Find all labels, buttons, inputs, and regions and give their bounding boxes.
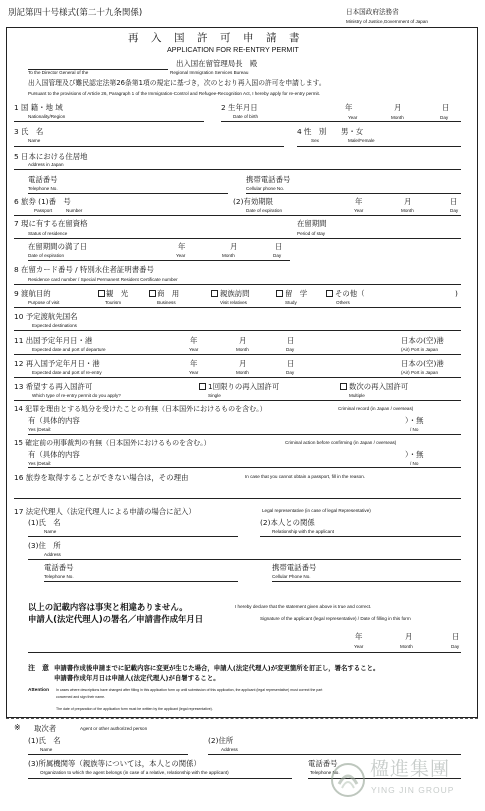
q7c-label-en: Date of expiration [28, 253, 65, 258]
q5-label-en: Address in Japan [28, 162, 64, 167]
q11-day: 日 [287, 336, 295, 345]
agent-tel-label: 電話番号 [308, 759, 338, 768]
declaration-en: I hereby declare that the statement given above is true and correct. [235, 604, 372, 609]
q17-address-label: (3)住 所 [28, 541, 61, 550]
q13-multiple-en: Multiple [349, 393, 365, 398]
q7c-month-en: Month [222, 253, 235, 258]
q2-month-en: Month [391, 115, 404, 120]
q9-label-en: Purpose of visit [28, 300, 60, 305]
form-number: 別記第四十号様式(第二十九条関係) [8, 8, 143, 18]
q15-no-label: ）・無 [405, 450, 424, 459]
q14-label-en: Criminal record (in Japan / overseas) [338, 406, 414, 411]
q1-label-en: Nationality/Region [28, 114, 66, 119]
q2-label: 2 生年月日 [221, 103, 258, 112]
signature-label-en: Signature of the applicant (legal representative) / Date of filling in this form [260, 616, 411, 621]
sign-day: 日 [452, 632, 460, 641]
q17-relation-label: (2)本人との関係 [260, 518, 315, 527]
q3-line[interactable] [14, 146, 284, 147]
q6-month: 月 [404, 197, 412, 206]
q13-label-en: Which type of re-entry permit do you apply? [32, 393, 121, 398]
q6-line[interactable] [14, 215, 461, 216]
q8-label: 8 在留カード番号 / 特別永住者証明書番号 [14, 265, 154, 274]
q17-name-en: Name [44, 529, 57, 534]
q14-label: 14 犯罪を理由とする処分を受けたことの有無（日本国外におけるものを含む。） [14, 405, 267, 413]
q15-label-en: Criminal action before confirming (in Japan / overseas) [285, 440, 397, 445]
q17-address-line[interactable] [28, 559, 461, 560]
q11-port-label: 日本の(空)港 [401, 336, 444, 345]
notice-jp-1: 申請書作成後申請までに記載内容に変更が生じた場合，申請人(法定代理人)が変更箇所を訂正し，署名すること。 [54, 664, 380, 672]
q6-number-en: Number [66, 208, 83, 213]
q7c-month: 月 [230, 242, 238, 251]
q11-day-en: Day [286, 347, 295, 352]
q9-tourism-label: 観 光 [106, 289, 129, 298]
q7-label-en: Status of residence [28, 231, 68, 236]
q16-label-en: In case that you cannot obtain a passport, fill in the reason. [245, 474, 366, 479]
notice-en-1b: concerned and sign their name. [56, 695, 106, 699]
q5-tel-line[interactable] [28, 193, 228, 194]
agent-org-line[interactable] [28, 778, 292, 779]
agent-mark: ※ [14, 723, 21, 732]
watermark-en: YING JIN GROUP [371, 785, 455, 795]
q11-line[interactable] [14, 354, 461, 355]
q17-label-en: Legal representative (in case of legal Representative) [262, 508, 371, 513]
q9-study-checkbox[interactable] [276, 290, 283, 297]
q5-tel-label-en: Telephone No. [28, 186, 58, 191]
q4-options-en: Male/Female [348, 138, 375, 143]
q9-line [14, 307, 461, 308]
q6-passport-en: Passport [34, 208, 53, 213]
q4-label: 4 性 別 男・女 [297, 127, 364, 136]
q6-label: 6 旅券 (1)番 号 [14, 197, 71, 206]
q5-tel-label: 電話番号 [28, 175, 58, 184]
q17-relation-line[interactable] [260, 536, 461, 537]
q17-cell-label: 携帯電話番号 [272, 563, 317, 572]
intro-en: Pursuant to the provisions of Article 26, Paragraph 1 of the Immigration-Control and Refugee-Recognition Act, I hereby apply for re-entry permit. [28, 91, 321, 96]
ying-jin-logo-watermark [330, 758, 480, 804]
q7-label: 7 現に有する在留資格 [14, 219, 88, 228]
sign-year-en: Year [354, 644, 364, 649]
q7c-day-en: Day [273, 253, 282, 258]
q12-month-en: Month [236, 370, 249, 375]
q7b-label-en: Period of stay [297, 231, 326, 236]
notice-label-en: Attention [28, 688, 50, 693]
notice-en-1: In cases where descriptions have changed after filling in this application form up until submission of this application, the applicant (legal representative) must correct the part [56, 688, 323, 692]
q13-multiple-label: 数次の再入国許可 [349, 382, 409, 391]
watermark-jp: 楹進集團 [370, 758, 451, 780]
sign-month-en: Month [400, 644, 413, 649]
q7b-label: 在留期間 [297, 219, 327, 228]
agent-address-label: (2)住所 [208, 736, 234, 745]
q14-yes-en: Yes (Detail: [28, 427, 52, 432]
q14-no-label: ）・無 [405, 416, 424, 425]
q10-line[interactable] [14, 330, 461, 331]
logo-emblem-icon [330, 762, 366, 798]
q13-single-checkbox[interactable] [199, 383, 206, 390]
q17-label: 17 法定代理人（法定代理人による申請の場合に記入） [14, 507, 196, 516]
q12-year-en: Year [189, 370, 199, 375]
q14-detail-line[interactable] [28, 434, 461, 435]
q2-label-en: Date of birth [233, 114, 259, 119]
agent-name-label: (1)氏 名 [28, 736, 61, 745]
sign-day-en: Day [451, 644, 460, 649]
q11-year-en: Year [189, 347, 199, 352]
q17-address-en: Address [44, 552, 61, 557]
q7c-day: 日 [275, 242, 283, 251]
q11-port-label-en: (Air) Port in Japan [401, 347, 439, 352]
q10-label: 10 予定渡航先国名 [14, 312, 78, 321]
q9-others-label: その他（ [335, 289, 365, 298]
notice-en-2: The date of preparation of the application form must be written by the applicant (legal representative). [56, 707, 213, 711]
q9-others-en: Others [336, 300, 350, 305]
q12-label: 12 再入国予定年月日・港 [14, 359, 100, 368]
q11-label-en: Expected date and port of departure [32, 347, 106, 352]
q9-tourism-en: Tourism [105, 300, 122, 305]
q16-line[interactable] [14, 498, 461, 499]
q6b-label-en: Date of expiration [246, 208, 283, 213]
q8-line[interactable] [14, 284, 461, 285]
q6-day-en: Day [450, 208, 459, 213]
q1-line[interactable] [14, 121, 204, 122]
addressee-bureau-en: Regional Immigration Services Bureau [170, 70, 249, 75]
q7c-line[interactable] [28, 260, 290, 261]
q15-detail-line[interactable] [28, 467, 461, 468]
q14-no-en: / No [410, 427, 419, 432]
q2-year-en: Year [348, 115, 358, 120]
q9-visit-relatives-checkbox[interactable] [211, 290, 218, 297]
q9-business-en: Business [157, 300, 176, 305]
q15-yes-label: 有（具体的内容 [28, 450, 80, 459]
q9-business-checkbox[interactable] [149, 290, 156, 297]
q13-multiple-checkbox[interactable] [340, 383, 347, 390]
q3-label: 3 氏 名 [14, 127, 44, 136]
q12-port-label-en: (Air) Port in Japan [401, 370, 439, 375]
q2-line[interactable] [221, 121, 461, 122]
q2-day-en: Day [440, 115, 449, 120]
addressee-line[interactable] [28, 69, 168, 70]
q10-label-en: Expected destinations [32, 323, 77, 328]
signature-label: 申請人(法定代理人)の署名／申請書作成年月日 [28, 614, 204, 624]
q13-single-label: 1回限りの再入国許可 [208, 382, 280, 391]
q9-study-en: Study [285, 300, 297, 305]
q5-line[interactable] [14, 169, 461, 170]
q15-yes-en: Yes (Detail: [28, 461, 52, 466]
q4-line[interactable] [297, 146, 461, 147]
q12-day: 日 [287, 359, 295, 368]
q15-no-en: / No [410, 461, 419, 466]
q5-cell-label: 携帯電話番号 [246, 175, 291, 184]
declaration-jp: 以上の記載内容は事実と相違ありません。 [28, 602, 188, 612]
q14-yes-label: 有（具体的内容 [28, 416, 80, 425]
q9-label: 9 渡航目的 [14, 289, 51, 298]
q6-year-en: Year [354, 208, 364, 213]
q5-label: 5 日本における住居地 [14, 152, 88, 161]
q11-label: 11 出国予定年月日・港 [14, 336, 93, 345]
q5-cell-label-en: Cellular phone No. [246, 186, 285, 191]
q13-single-en: Single [208, 393, 221, 398]
notice-label: 注 意 [28, 664, 49, 672]
q12-month: 月 [239, 359, 247, 368]
ministry-en: Ministry of Justice,Government of Japan [346, 19, 428, 24]
q17-cell-line[interactable] [272, 581, 461, 582]
q13-line [14, 400, 461, 401]
q9-visit-relatives-en: Visit relatives [220, 300, 247, 305]
q9-visit-relatives-label: 親族訪問 [220, 289, 250, 298]
q3-label-en: Name [28, 138, 41, 143]
q7c-year-en: Year [176, 253, 186, 258]
q17-tel-en: Telephone No. [44, 574, 74, 579]
agent-separator [6, 718, 478, 719]
q12-label-en: Expected date and port of re-entry [32, 370, 102, 375]
intro-jp: 出入国管理及び難民認定法第26条第1項の規定に基づき，次のとおり再入国の許可を申請します。 [28, 79, 326, 87]
agent-tel-en: Telephone No. [310, 770, 340, 775]
q17-relation-en: Relationship with the applicant [272, 529, 335, 534]
q12-day-en: Day [286, 370, 295, 375]
q9-others-checkbox[interactable] [326, 290, 333, 297]
q11-month-en: Month [236, 347, 249, 352]
q11-month: 月 [239, 336, 247, 345]
q8-label-en: Residence card number / Special Permanent Resident Certificate number [28, 277, 178, 282]
q11-year: 年 [190, 336, 198, 345]
agent-org-en: Organization to which the agent belongs (in case of a relative, relationship with the applicant) [40, 770, 229, 775]
title-jp: 再 入 国 許 可 申 請 書 [128, 32, 301, 44]
agent-label: 取次者 [34, 724, 57, 733]
q9-others-close: ) [455, 289, 458, 298]
q5-cell-line[interactable] [246, 193, 461, 194]
agent-address-line[interactable] [208, 754, 461, 755]
addressee-jp: 出入国在留管理局長 殿 [176, 59, 258, 68]
q12-line[interactable] [14, 377, 461, 378]
q17-cell-en: Cellular Phone No. [272, 574, 311, 579]
agent-name-line[interactable] [28, 754, 188, 755]
agent-org-label: (3)所属機関等（親族等については，本人との関係） [28, 759, 201, 768]
q2-day: 日 [442, 103, 450, 112]
title-en: APPLICATION FOR RE-ENTRY PERMIT [167, 45, 299, 54]
sign-month: 月 [405, 632, 413, 641]
q1-label: 1 国 籍・地 域 [14, 103, 63, 112]
q9-tourism-checkbox[interactable] [98, 290, 105, 297]
q9-business-label: 商 用 [157, 289, 180, 298]
q4-label-en: Sex [311, 138, 319, 143]
agent-label-en: Agent or other authorized person [80, 726, 148, 731]
q12-year: 年 [190, 359, 198, 368]
notice-jp-2: 申請書作成年月日は申請人(法定代理人)が自署すること。 [54, 674, 220, 682]
q17-tel-label: 電話番号 [44, 563, 74, 572]
agent-address-en: Address [221, 747, 238, 752]
addressee-to-en: To the Director General of the [28, 70, 89, 75]
q9-study-label: 留 学 [285, 289, 308, 298]
ministry-jp: 日本国政府法務省 [346, 8, 399, 16]
q2-month: 月 [394, 103, 402, 112]
q7c-label: 在留期間の満了日 [28, 242, 88, 251]
q17-name-line[interactable] [28, 536, 238, 537]
q12-port-label: 日本の(空)港 [401, 359, 444, 368]
q6b-label: (2)有効期限 [233, 197, 274, 206]
q17-tel-line[interactable] [44, 581, 238, 582]
q16-label: 16 旅券を取得することができない場合は，その理由 [14, 473, 189, 482]
q6-year: 年 [355, 197, 363, 206]
q17-name-label: (1)氏 名 [28, 518, 61, 527]
agent-name-en: Name [40, 747, 53, 752]
q6-month-en: Month [401, 208, 414, 213]
q6-day: 日 [450, 197, 458, 206]
sign-year: 年 [355, 632, 363, 641]
signature-line[interactable] [28, 652, 461, 653]
q7c-year: 年 [178, 242, 186, 251]
q2-year: 年 [345, 103, 353, 112]
q15-label: 15 確定前の刑事裁判の有無（日本国外におけるものを含む。） [14, 439, 211, 447]
q13-label: 13 希望する再入国許可 [14, 382, 93, 391]
q7-line[interactable] [14, 238, 461, 239]
